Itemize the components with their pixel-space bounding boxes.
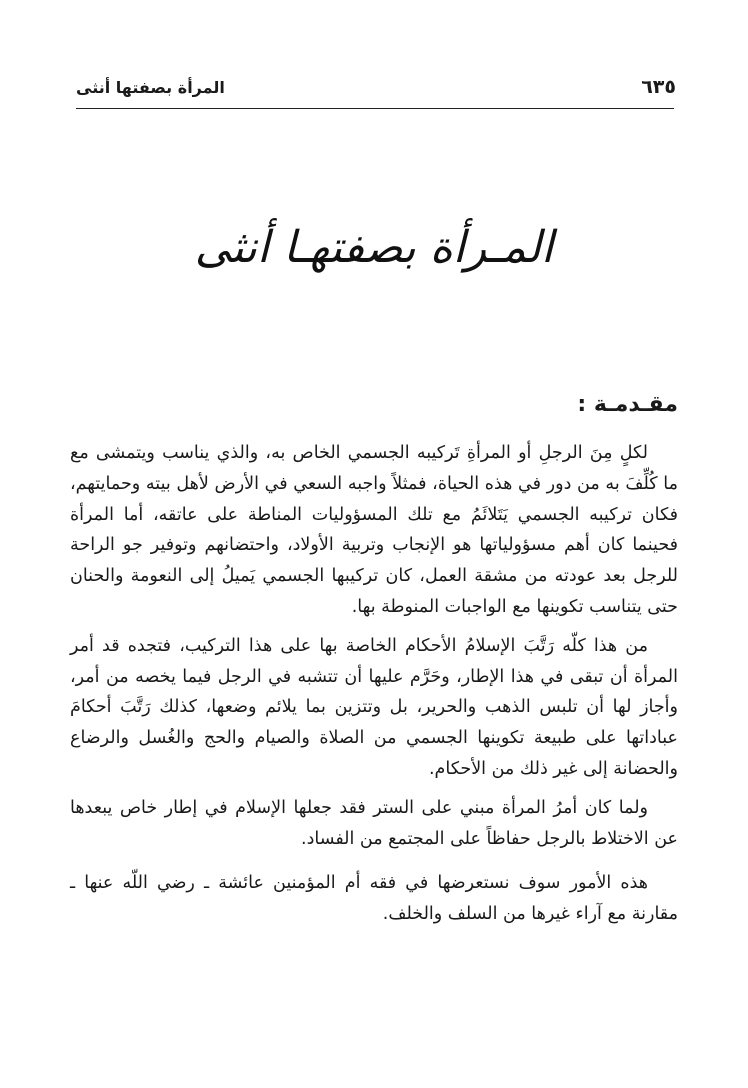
page-number: ٦٣٥ [641, 76, 676, 98]
chapter-title: المـرأة بصفتهـا أنثى [194, 222, 554, 273]
paragraph: ولما كان أمرُ المرأة مبني على الستر فقد جعلها الإسلام في إطار خاص يبعدها عن الاختلاط بالرجل حفاظاً على المجتمع من الفساد. [70, 797, 678, 849]
running-header [76, 76, 676, 104]
body-text [70, 438, 678, 938]
section-heading: مقـدمـة : [577, 392, 678, 417]
header-divider [76, 108, 674, 109]
paragraph: هذه الأمور سوف نستعرضها في فقه أم المؤمنين عائشة ـ رضي اللّه عنها ـ مقارنة مع آراء غيرها من السلف والخلف. [70, 873, 678, 925]
paragraph: لكلٍ مِنَ الرجلِ أو المرأةِ تَركيبه الجسمي الخاص به، والذي يناسب ويتمشى مع ما كُلِّفَ به من دور في هذه الحياة، فمثلاً واجبه السعي في الأرض لأهل بيته وحمايتهم، فكان تركيبه الجسمي يَتَلائَمُ مع تلك المسؤوليات المناطة على عاتقه، أما المرأة فحينما كان أهم مسؤولياتها هو الإنجاب وتربية الأولاد، واحتضانهم وتوفير جو الراحة للرجل بعد عودته من مشقة العمل، كان تركيبها الجسمي يَميلُ إلى النعومة والحنان حتى يتناسب تكوينها مع الواجبات المنوطة بها. [70, 443, 678, 617]
running-title: المرأة بصفتها أنثى [76, 78, 225, 97]
paragraph: من هذا كلّه رَتَّبَ الإسلامُ الأحكام الخاصة بها على هذا التركيب، فتجده قد أمر المرأة أن تبقى في هذا الإطار، وحَرَّم عليها أن تتشبه في الرجل فيما يخصه من أمر، وأجاز لها أن تلبس الذهب والحرير، بل وتتزين بما يلائم وضعها، كذلك رَتَّبَ أحكامَ عباداتها على طبيعة تكوينها الجسمي من الصلاة والصيام والحج والغُسل والرضاع والحضانة إلى غير ذلك من الأحكام. [70, 635, 678, 779]
